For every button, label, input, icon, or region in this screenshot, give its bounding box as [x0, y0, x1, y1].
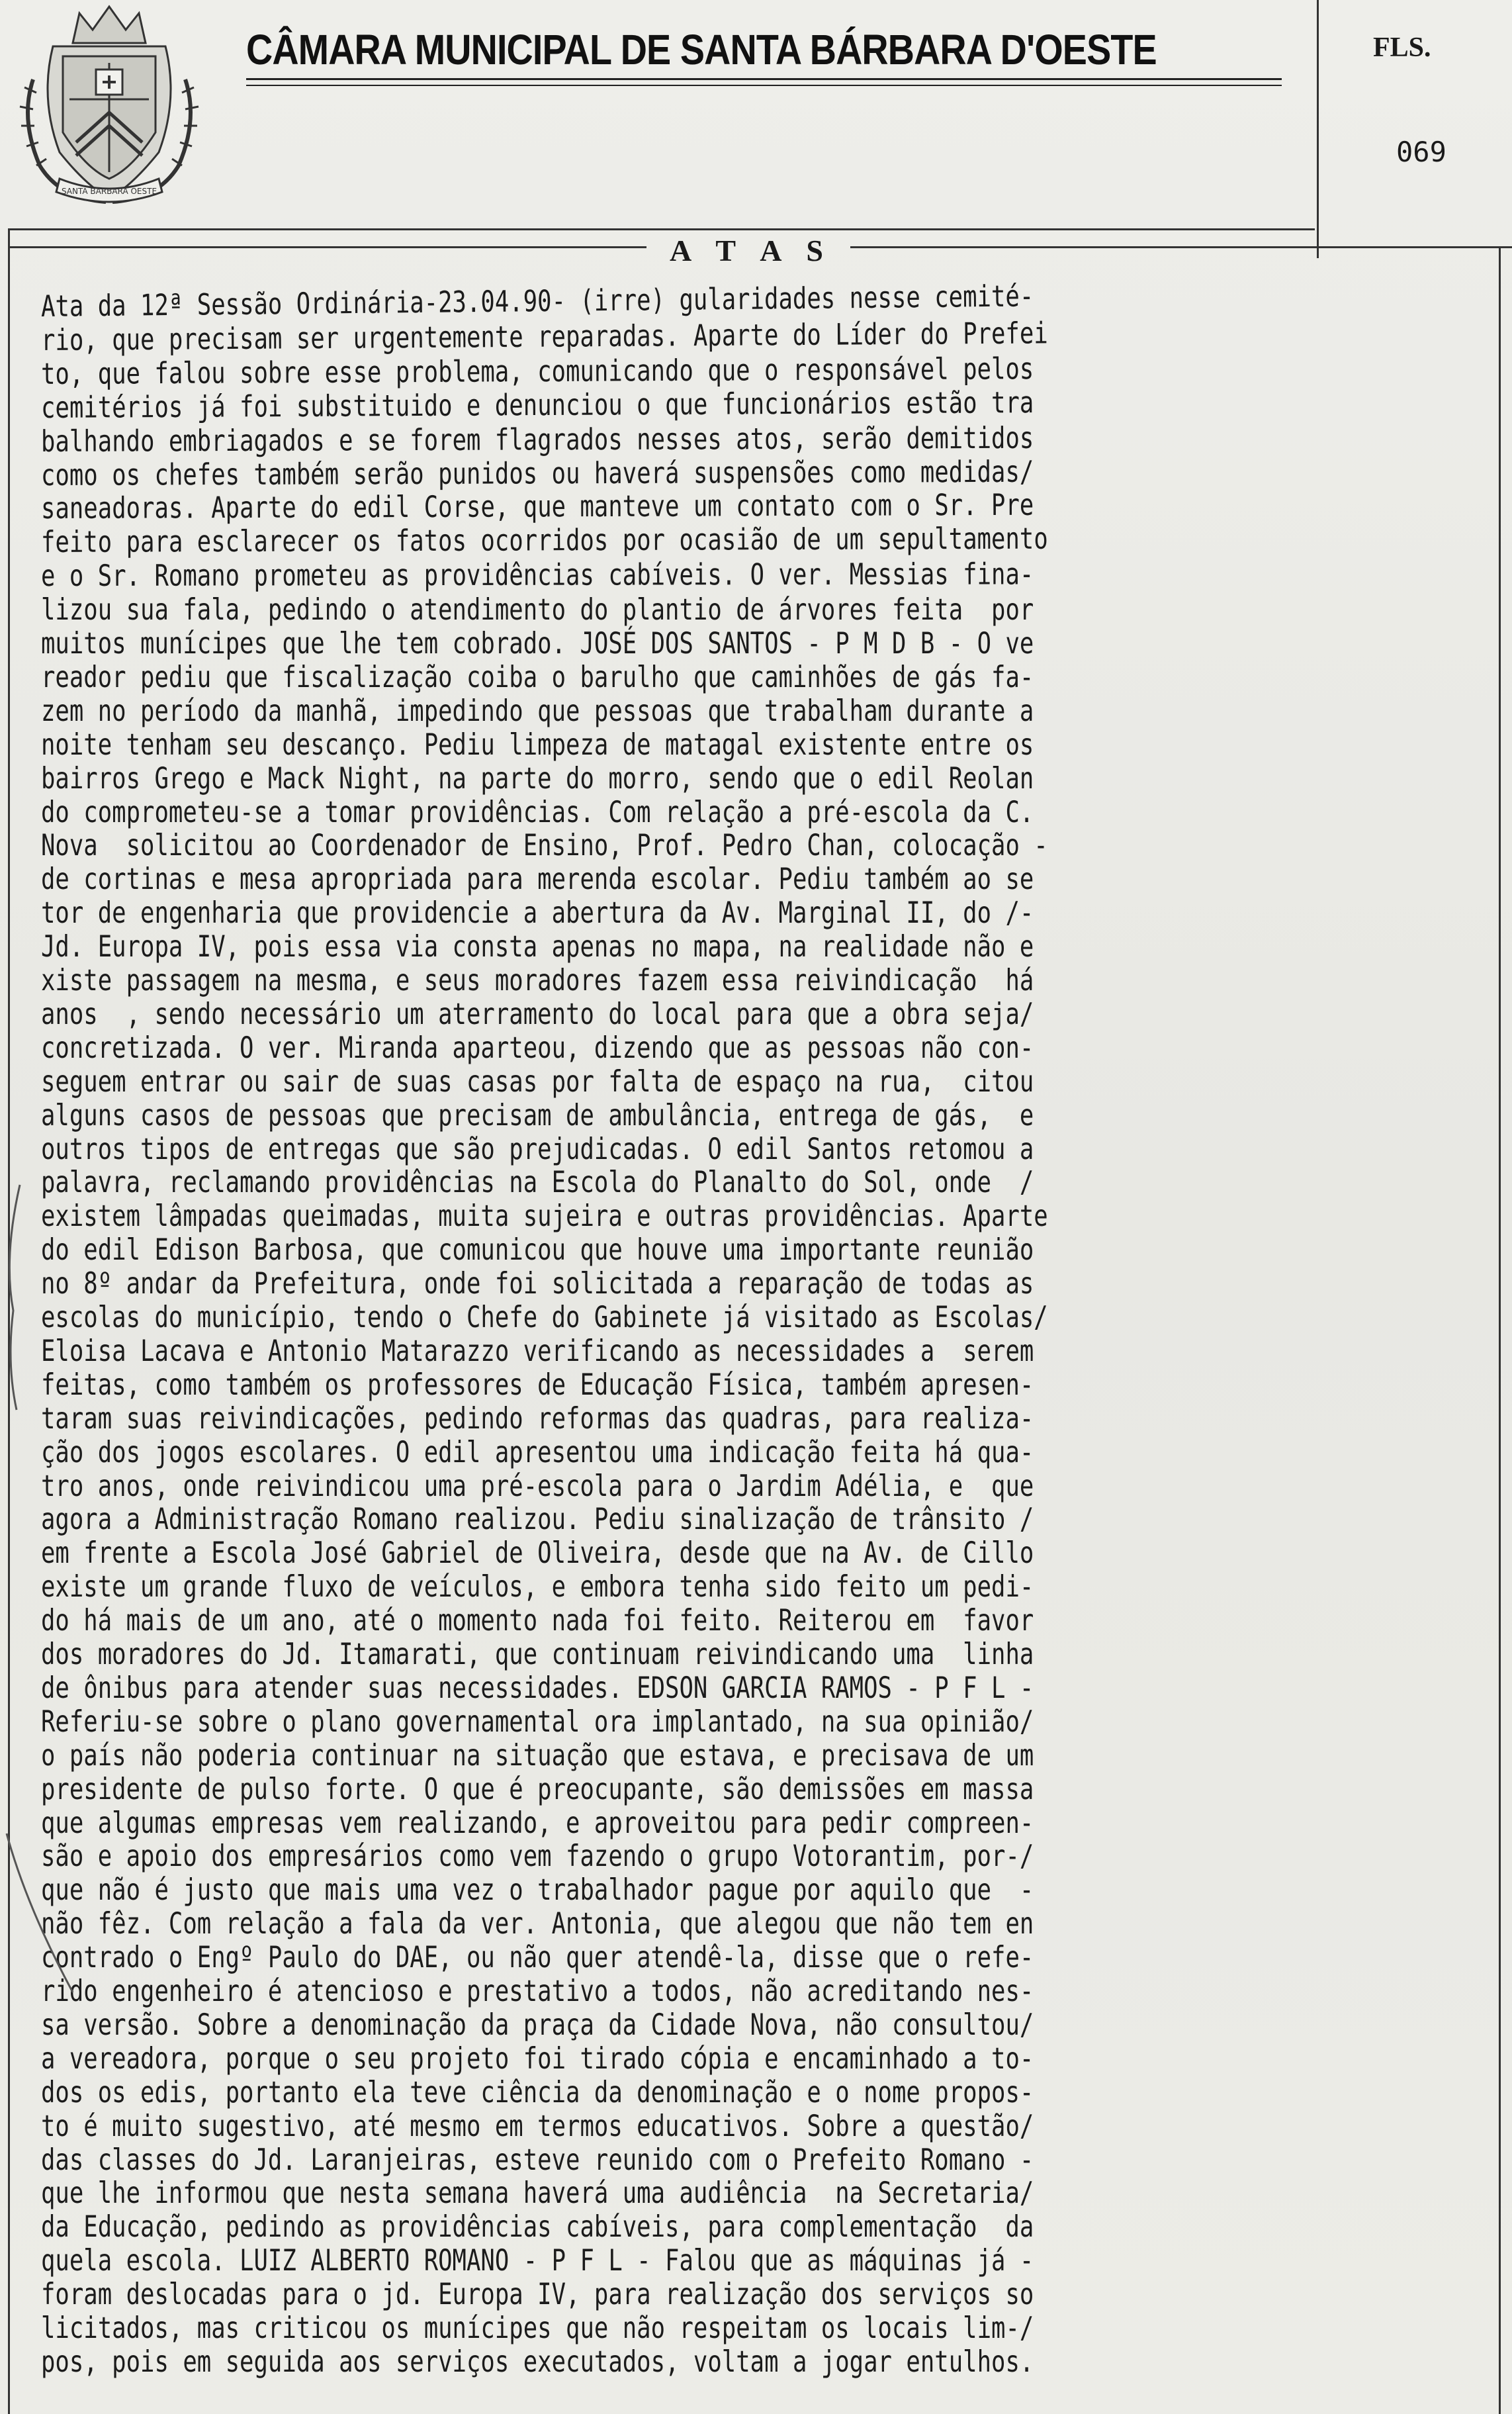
- minutes-line: da Educação, pedindo as providências cabíveis, para complementação da: [41, 2210, 1034, 2245]
- frame-rule-right: [850, 246, 1512, 248]
- frame-rule-left: [8, 246, 646, 248]
- minutes-line: palavra, reclamando providências na Escola do Planalto do Sol, onde /: [41, 1166, 1034, 1200]
- minutes-line: tor de engenharia que providencie a abertura da Av. Marginal II, do /-: [41, 896, 1034, 931]
- minutes-line: pos, pois em seguida aos serviços executados, voltam a jogar entulhos.: [41, 2344, 1034, 2379]
- minutes-line: presidente de pulso forte. O que é preocupante, são demissões em massa: [41, 1772, 1034, 1806]
- margin-annotation-mark: [0, 1827, 79, 1999]
- minutes-line: das classes do Jd. Laranjeiras, esteve reunido com o Prefeito Romano -: [41, 2143, 1034, 2177]
- minutes-line: contrado o Engº Paulo do DAE, ou não quer atendê-la, disse que o refe-: [41, 1941, 1034, 1975]
- minutes-line: rio, que precisam ser urgentemente reparadas. Aparte do Líder do Prefei: [40, 316, 1048, 357]
- minutes-line: Jd. Europa IV, pois essa via consta apenas no mapa, na realidade não e: [41, 930, 1034, 964]
- minutes-line: balhando embriagados e se forem flagrados nesses atos, serão demitidos: [40, 421, 1034, 459]
- margin-annotation-mark: [0, 1178, 26, 1416]
- minutes-line: dos os edis, portanto ela teve ciência da denominação e o nome propos-: [41, 2075, 1034, 2110]
- minutes-line: lizou sua fala, pedindo o atendimento do plantio de árvores feita por: [41, 593, 1034, 627]
- minutes-line: noite tenham seu descanço. Pediu limpeza de matagal existente entre os: [41, 727, 1034, 762]
- minutes-line: Referiu-se sobre o plano governamental ora implantado, na sua opinião/: [41, 1704, 1034, 1739]
- municipal-crest-icon: [13, 0, 205, 205]
- minutes-line: tro anos, onde reivindicou uma pré-escola para o Jardim Adélia, e que: [41, 1469, 1034, 1503]
- title-underline: [246, 78, 1282, 86]
- fls-label: FLS.: [1373, 32, 1431, 63]
- minutes-line: que algumas empresas vem realizando, e aproveitou para pedir compreen-: [41, 1806, 1034, 1840]
- minutes-line: são e apoio dos empresários como vem fazendo o grupo Votorantim, por-/: [41, 1839, 1034, 1874]
- svg-text:SANTA BARBARA OESTE: SANTA BARBARA OESTE: [61, 187, 157, 196]
- minutes-line: saneadoras. Aparte do edil Corse, que manteve um contato com o Sr. Pre: [40, 488, 1034, 526]
- minutes-line: não fêz. Com relação a fala da ver. Antonia, que alegou que não tem en: [41, 1907, 1034, 1941]
- minutes-line: reador pediu que fiscalização coiba o barulho que caminhões de gás fa-: [41, 660, 1034, 694]
- minutes-line: do edil Edison Barbosa, que comunicou que houve uma importante reunião: [41, 1233, 1034, 1268]
- minutes-line: e o Sr. Romano prometeu as providências cabíveis. O ver. Messias fina-: [40, 557, 1034, 594]
- minutes-line: existem lâmpadas queimadas, muita sujeira e outras providências. Aparte: [41, 1199, 1048, 1234]
- frame-right-border: [1499, 246, 1501, 2414]
- minutes-line: existe um grande fluxo de veículos, e embora tenha sido feito um pedi-: [41, 1570, 1034, 1604]
- minutes-line: foram deslocadas para o jd. Europa IV, para realização dos serviços so: [41, 2278, 1034, 2312]
- minutes-line: licitados, mas criticou os munícipes que não respeitam os locais lim-/: [41, 2311, 1034, 2345]
- minutes-line: sa versão. Sobre a denominação da praça da Cidade Nova, não consultou/: [41, 2008, 1034, 2042]
- minutes-line: to, que falou sobre esse problema, comunicando que o responsável pelos: [40, 351, 1034, 391]
- minutes-line: quela escola. LUIZ ALBERTO ROMANO - P F L - Falou que as máquinas já -: [41, 2244, 1034, 2278]
- minutes-line: escolas do município, tendo o Chefe do Gabinete já visitado as Escolas/: [41, 1301, 1048, 1334]
- minutes-line: dos moradores do Jd. Itamarati, que continuam reivindicando uma linha: [41, 1638, 1034, 1671]
- minutes-line: feitas, como também os professores de Educação Física, também apresen-: [41, 1368, 1034, 1402]
- section-title: A T A S: [670, 234, 832, 267]
- minutes-line: Ata da 12ª Sessão Ordinária-23.04.90- (irre) gularidades nesse cemité-: [40, 279, 1034, 324]
- minutes-line: alguns casos de pessoas que precisam de ambulância, entrega de gás, e: [41, 1098, 1034, 1133]
- minutes-line: cemitérios já foi substituido e denunciou o que funcionários estão tra: [40, 385, 1034, 425]
- minutes-line: agora a Administração Romano realizou. Pediu sinalização de trânsito /: [41, 1503, 1034, 1537]
- minutes-line: no 8º andar da Prefeitura, onde foi solicitada a reparação de todas as: [41, 1267, 1034, 1301]
- minutes-line: ção dos jogos escolares. O edil apresentou uma indicação feita há qua-: [41, 1435, 1034, 1469]
- minutes-line: concretizada. O ver. Miranda aparteou, dizendo que as pessoas não con-: [41, 1031, 1034, 1065]
- minutes-line: outros tipos de entregas que são prejudicadas. O edil Santos retomou a: [41, 1132, 1034, 1166]
- minutes-line: como os chefes também serão punidos ou haverá suspensões como medidas/: [40, 455, 1034, 492]
- minutes-line: que lhe informou que nesta semana haverá uma audiência na Secretaria/: [41, 2176, 1034, 2211]
- page-number: 069: [1396, 136, 1446, 168]
- minutes-body: [40, 279, 1450, 2401]
- minutes-line: feito para esclarecer os fatos ocorridos por ocasião de um sepultamento: [40, 522, 1048, 560]
- minutes-line: que não é justo que mais uma vez o trabalhador pague por aquilo que -: [41, 1873, 1034, 1908]
- minutes-line: Nova solicitou ao Coordenador de Ensino, Prof. Pedro Chan, colocação -: [41, 829, 1048, 863]
- minutes-line: bairros Grego e Mack Night, na parte do morro, sendo que o edil Reolan: [41, 761, 1034, 796]
- minutes-line: to é muito sugestivo, até mesmo em termos educativos. Sobre a questão/: [41, 2109, 1034, 2143]
- minutes-line: anos , sendo necessário um aterramento do local para que a obra seja/: [41, 997, 1034, 1031]
- frame-top-border: [8, 228, 1315, 230]
- minutes-line: xiste passagem na mesma, e seus moradores fazem essa reivindicação há: [41, 964, 1034, 998]
- minutes-line: em frente a Escola José Gabriel de Oliveira, desde que na Av. de Cillo: [41, 1536, 1034, 1571]
- minutes-line: o país não poderia continuar na situação que estava, e precisava de um: [41, 1738, 1034, 1773]
- minutes-line: do comprometeu-se a tomar providências. Com relação a pré-escola da C.: [41, 795, 1034, 829]
- institution-title: CÂMARA MUNICIPAL DE SANTA BÁRBARA D'OESTE: [246, 26, 1157, 73]
- minutes-line: seguem entrar ou sair de suas casas por falta de espaço na rua, citou: [41, 1064, 1034, 1099]
- minutes-line: zem no período da manhã, impedindo que pessoas que trabalham durante a: [41, 694, 1034, 728]
- minutes-line: taram suas reivindicações, pedindo reformas das quadras, para realiza-: [41, 1401, 1034, 1436]
- minutes-line: do há mais de um ano, até o momento nada foi feito. Reiterou em favor: [41, 1604, 1034, 1638]
- minutes-line: muitos munícipes que lhe tem cobrado. JOSÉ DOS SANTOS - P M D B - O ve: [41, 627, 1034, 661]
- minutes-line: rido engenheiro é atencioso e prestativo a todos, não acreditando nes-: [41, 1974, 1034, 2008]
- minutes-line: Eloisa Lacava e Antonio Matarazzo verificando as necessidades a serem: [41, 1334, 1034, 1368]
- minutes-line: de ônibus para atender suas necessidades. EDSON GARCIA RAMOS - P F L -: [41, 1671, 1034, 1705]
- fls-divider: [1317, 0, 1319, 258]
- minutes-line: a vereadora, porque o seu projeto foi tirado cópia e encaminhado a to-: [41, 2041, 1034, 2076]
- minutes-line: de cortinas e mesa apropriada para merenda escolar. Pediu também ao se: [41, 862, 1034, 897]
